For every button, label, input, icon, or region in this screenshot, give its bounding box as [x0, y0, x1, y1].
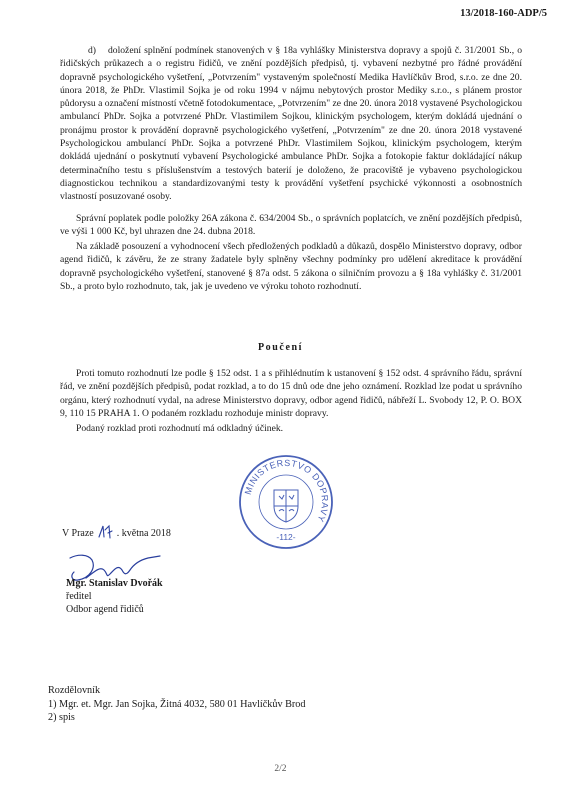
instructions-text: Proti tomuto rozhodnutí lze podle § 152 odst. 1 a s přihlédnutím k ustanovení § 152 odst. 4 správního řádu, správní řád, ve znění pozdějších předpisů, podat rozklad, a to do 15 dnů ode dne jeho oznámení. Rozklad lze podat u správního orgánu, který rozhodnutí vydal, na adrese Ministerstvo dopravy, odbor agend řidičů, nábřeží L. Svobody 12, P. O. BOX 9, 110 15 PRAHA 1. O podaném rozkladu rozhoduje ministr dopravy.	[60, 368, 522, 419]
item-d-paragraph	[60, 44, 522, 204]
instructions-heading: Poučení	[257, 342, 304, 353]
fee-paragraph	[60, 212, 522, 239]
signatory-name: Mgr. Stanislav Dvořák	[66, 578, 163, 589]
item-d-text: doložení splnění podmínek stanovených v § 18a vyhlášky Ministerstva dopravy a spojů č. 31/2001 Sb., o řidičských průkazech a o registru řidičů, ve znění pozdějších předpisů, tj. vybavení nezbytné pro řádné provádění dopravně psychologického vyšetření, „Potvrzením" vystaveným společností Medika Havlíčkův Brod, s.r.o. ze dne 20. února 2018, že PhDr. Vlastimil Sojka je od roku 1994 v nájmu nebytových prostor Mediky s.r.o., s plánem prostor půdorysu a označení místností včetně fotodokumentace, „Potvrzením" ze dne 20. února 2018 vystavené Psychologickou ambulancí PhDr. Sojka a potvrzené PhDr. Vlastimilem Sojkou, klinickým psychologem, kterým dokládá ujednání o pronájmu prostor k provádění dopravně psychologického vyšetření, „Potvrzením" ze dne 20. února 2018 vystavené Psychologickou ambulancí PhDr. Sojka a potvrzené PhDr. Vlastimilem Sojkou, klinickým psychologem, kterým dokládá ujednání o poskytnutí vybavení Psychologické ambulance PhDr. Sojka a fotokopie faktur dokládající nákup determinačního testu s příslušenstvím a testových baterií je doloženo, že pracoviště je vybaveno psychologickou diagnostickou technikou a standardizovanými testy k provádění vyšetření psychické výkonnosti a osobnostních vlastností posuzované osoby.	[60, 45, 522, 203]
handwritten-day	[96, 524, 114, 540]
distribution-heading: Rozdělovník	[48, 685, 101, 696]
signatory-department: Odbor agend řidičů	[66, 604, 144, 615]
decision-text: Na základě posouzení a vyhodnocení všech předložených podkladů a důkazů, dospělo Ministerstvo dopravy, odbor agend řidičů, k závěru, že ze strany žadatele byly splněny všechny podmínky pro udělení akreditace k provádění dopravně psychologického vyšetření, stanovené § 87a odst. 5 zákona o silničním provozu a § 18a vyhlášky č. 31/2001 Sb., a proto bylo rozhodnuto, tak, jak je uvedeno ve výroku tohoto rozhodnutí.	[60, 241, 522, 292]
distribution-list	[48, 684, 306, 725]
page-number: 2/2	[274, 764, 287, 774]
instructions-paragraph	[60, 367, 522, 420]
distribution-item: 2) spis	[48, 712, 75, 723]
item-label: d)	[88, 45, 96, 56]
signatory-title: ředitel	[66, 591, 92, 602]
signature-block	[66, 577, 163, 616]
decision-paragraph	[60, 240, 522, 293]
effect-text: Podaný rozklad proti rozhodnutí má odkladný účinek.	[76, 423, 284, 434]
date-prefix: V Praze	[62, 528, 94, 539]
date-suffix: . května 2018	[116, 528, 171, 539]
stamp-number: -112-	[276, 532, 296, 542]
distribution-item: 1) Mgr. et. Mgr. Jan Sojka, Žitná 4032, 580 01 Havlíčkův Brod	[48, 698, 306, 710]
date-line	[62, 524, 171, 540]
coat-of-arms-icon	[274, 490, 298, 522]
ministry-stamp	[238, 454, 334, 550]
reference-number: 13/2018-160-ADP/5	[460, 8, 547, 19]
fee-text: Správní poplatek podle položky 26A zákona č. 634/2004 Sb., o správních poplatcích, ve znění pozdějších předpisů, ve výši 1 000 Kč, byl uhrazen dne 24. dubna 2018.	[60, 213, 522, 238]
effect-paragraph	[60, 422, 522, 435]
stamp-text: MINISTERSTVO DOPRAVY	[242, 457, 331, 524]
